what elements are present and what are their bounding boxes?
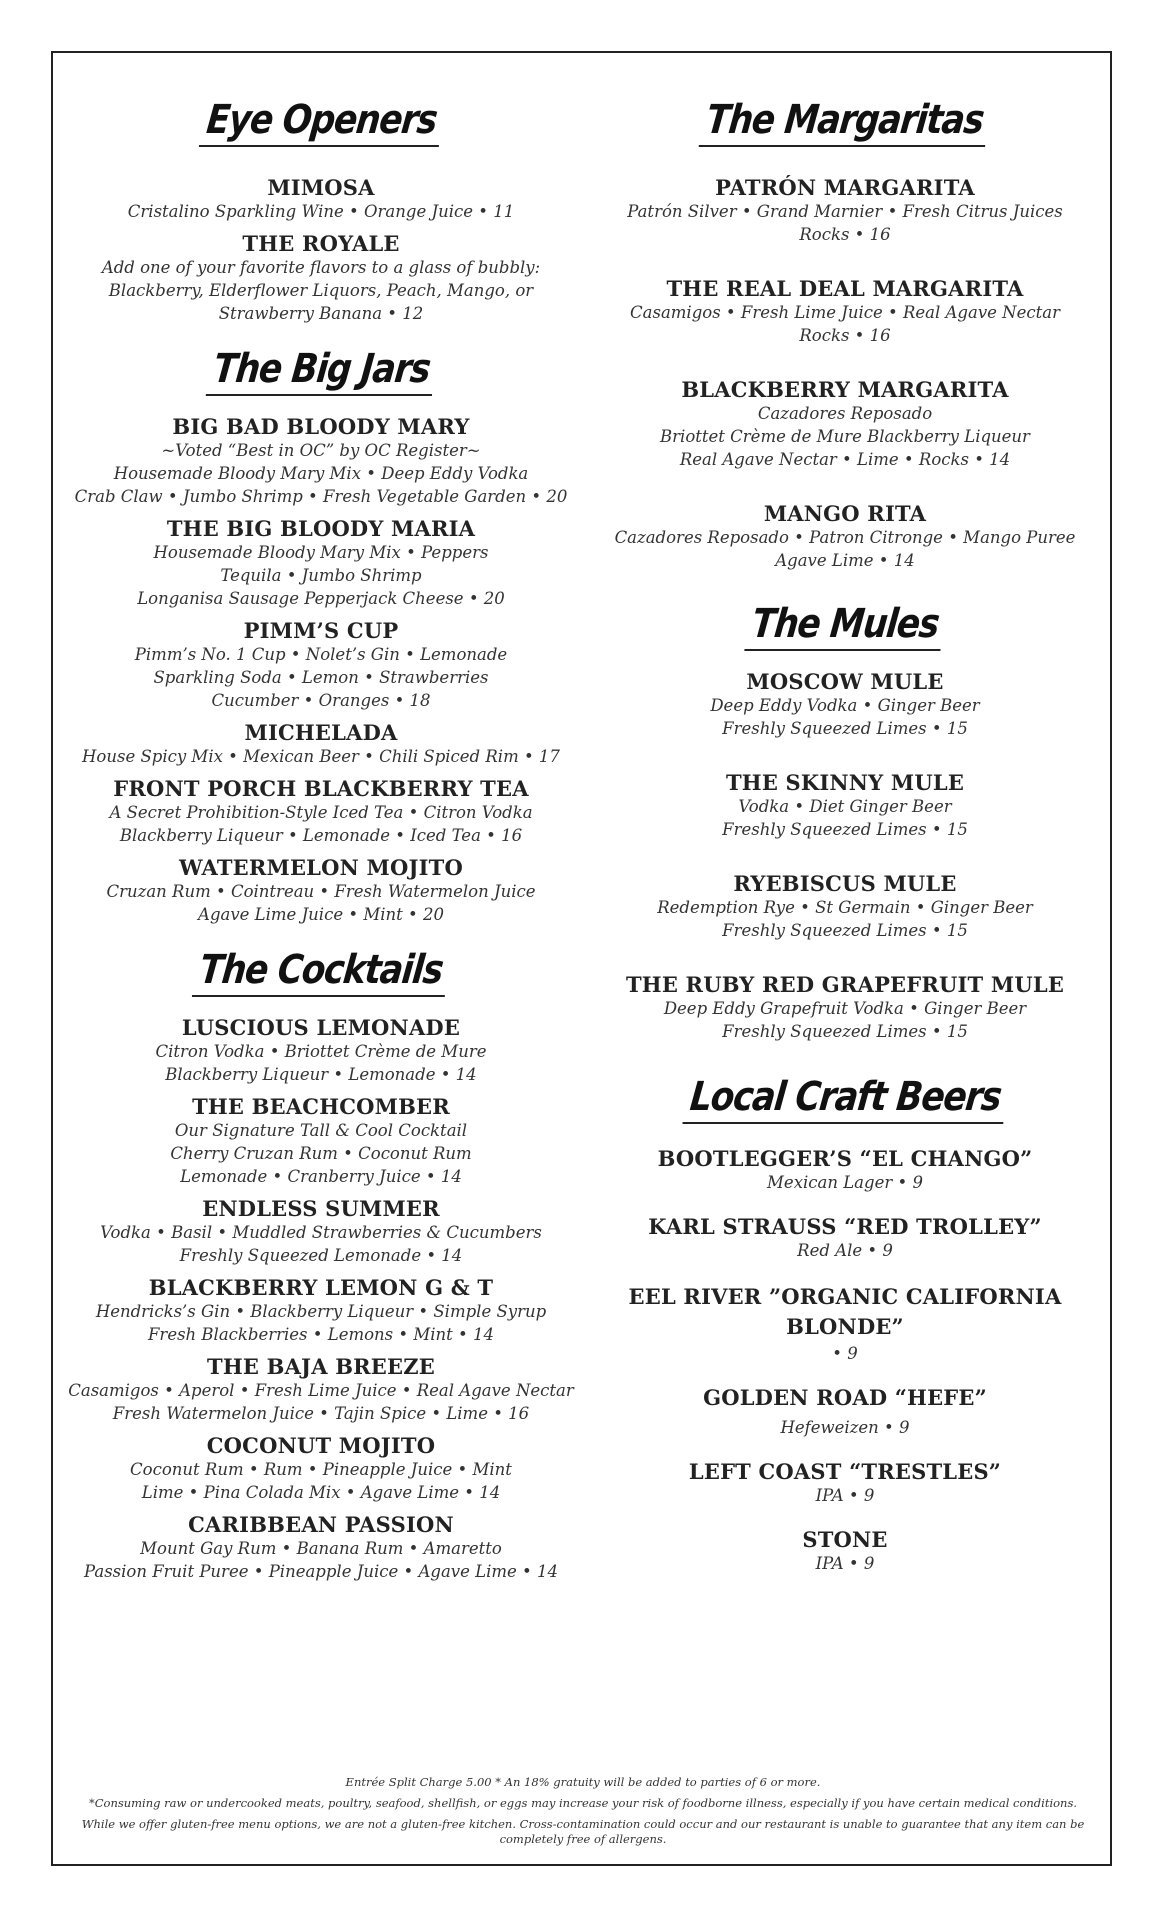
menu-item: [598, 770, 1092, 841]
item-desc: Add one of your favorite flavors to a glass of bubbly: Blackberry, Elderflower Liquors, Peach, Mango, or Strawberry Banana • 12: [101, 258, 541, 323]
menu-item: [66, 1354, 576, 1425]
menu-item: [598, 276, 1092, 347]
item-name: WATERMELON MOJITO: [179, 855, 463, 880]
section-title-beers: Local Craft Beers: [682, 1073, 1008, 1124]
menu-item: [598, 1527, 1092, 1575]
menu-item: [66, 720, 576, 768]
item-desc: Housemade Bloody Mary Mix • Peppers Tequila • Jumbo Shrimp Longanisa Sausage Pepperjack Cheese • 20: [137, 543, 505, 608]
item-name: KARL STRAUSS “RED TROLLEY”: [648, 1214, 1042, 1239]
item-name: MICHELADA: [244, 720, 398, 745]
menu-item: [598, 1282, 1092, 1365]
footer-notes: [66, 1775, 1100, 1853]
item-desc: Cruzan Rum • Cointreau • Fresh Watermelon Juice Agave Lime Juice • Mint • 20: [106, 882, 536, 924]
item-desc: Red Ale • 9: [797, 1241, 893, 1260]
item-name: COCONUT MOJITO: [206, 1433, 436, 1458]
menu-item: [598, 175, 1092, 246]
item-desc: Redemption Rye • St Germain • Ginger Beer Freshly Squeezed Limes • 15: [657, 898, 1033, 940]
menu-item: [598, 501, 1092, 572]
section-title-mules: The Mules: [744, 600, 946, 651]
menu-item: [598, 669, 1092, 740]
item-desc: Cristalino Sparkling Wine • Orange Juice • 11: [127, 202, 515, 221]
item-name: FRONT PORCH BLACKBERRY TEA: [113, 776, 529, 801]
menu-item: [66, 1433, 576, 1504]
item-desc: Cazadores Reposado • Patron Citronge • Mango Puree Agave Lime • 14: [614, 528, 1076, 570]
item-name: BLACKBERRY LEMON G & T: [148, 1275, 494, 1300]
item-name: EEL RIVER ”ORGANIC CALIFORNIA BLONDE”: [628, 1284, 1062, 1339]
item-desc: A Secret Prohibition-Style Iced Tea • Citron Vodka Blackberry Liqueur • Lemonade • Iced Tea • 16: [109, 803, 533, 845]
item-desc: Coconut Rum • Rum • Pineapple Juice • Mint Lime • Pina Colada Mix • Agave Lime • 14: [130, 1460, 512, 1502]
item-name: THE REAL DEAL MARGARITA: [666, 276, 1024, 301]
menu-item: [598, 1385, 1092, 1439]
gluten-free-disclaimer: While we offer gluten-free menu options, we are not a gluten-free kitchen. Cross-contamination could occur and our restaurant is unable to guarantee that any item can be completely free of allergens.: [81, 1817, 1085, 1846]
menu-item: [598, 1214, 1092, 1262]
item-name: MANGO RITA: [763, 501, 927, 526]
item-name: MOSCOW MULE: [746, 669, 944, 694]
item-name: STONE: [802, 1527, 888, 1552]
item-name: RYEBISCUS MULE: [733, 871, 957, 896]
menu-item: [66, 231, 576, 325]
item-desc: Casamigos • Fresh Lime Juice • Real Agave Nectar Rocks • 16: [630, 303, 1060, 345]
item-name: GOLDEN ROAD “HEFE”: [703, 1385, 987, 1410]
item-desc: ~Voted “Best in OC” by OC Register~ Housemade Bloody Mary Mix • Deep Eddy Vodka Crab Claw • Jumbo Shrimp • Fresh Vegetable Garden • 20: [74, 441, 568, 506]
menu-item: [598, 972, 1092, 1043]
item-name: BLACKBERRY MARGARITA: [681, 377, 1009, 402]
item-name: CARIBBEAN PASSION: [188, 1512, 454, 1537]
menu-item: [66, 414, 576, 508]
item-desc: IPA • 9: [815, 1486, 875, 1505]
menu-item: [66, 776, 576, 847]
item-desc: Our Signature Tall & Cool Cocktail Cherry Cruzan Rum • Coconut Rum Lemonade • Cranberry Juice • 14: [170, 1121, 472, 1186]
item-name: PIMM’S CUP: [243, 618, 399, 643]
item-desc: Casamigos • Aperol • Fresh Lime Juice • Real Agave Nectar Fresh Watermelon Juice • Tajin Spice • Lime • 16: [68, 1381, 574, 1423]
item-desc: Patrón Silver • Grand Marnier • Fresh Citrus Juices Rocks • 16: [627, 202, 1063, 244]
menu-item: [598, 1146, 1092, 1194]
menu-item: [66, 1015, 576, 1086]
item-desc: House Spicy Mix • Mexican Beer • Chili Spiced Rim • 17: [82, 747, 560, 766]
menu-item: [66, 175, 576, 223]
section-title-big-jars: The Big Jars: [205, 345, 437, 396]
item-name: THE BAJA BREEZE: [207, 1354, 435, 1379]
item-desc: Hendricks’s Gin • Blackberry Liqueur • Simple Syrup Fresh Blackberries • Lemons • Mint • 14: [95, 1302, 547, 1344]
menu-item: [66, 618, 576, 712]
menu-item: [66, 1512, 576, 1583]
section-title-margaritas: The Margaritas: [699, 96, 991, 147]
item-desc: Hefeweizen • 9: [780, 1418, 910, 1437]
menu-item: [66, 516, 576, 610]
section-title-cocktails: The Cocktails: [192, 946, 450, 997]
section-title-eye-openers: Eye Openers: [198, 96, 443, 147]
item-desc: Deep Eddy Vodka • Ginger Beer Freshly Squeezed Limes • 15: [710, 696, 980, 738]
menu-item: [598, 377, 1092, 471]
item-desc: • 9: [832, 1344, 858, 1363]
gratuity-note: Entrée Split Charge 5.00 * An 18% gratuity will be added to parties of 6 or more.: [345, 1775, 821, 1789]
item-name: BIG BAD BLOODY MARY: [172, 414, 470, 439]
item-desc: Vodka • Basil • Muddled Strawberries & Cucumbers Freshly Squeezed Lemonade • 14: [100, 1223, 542, 1265]
item-name: THE ROYALE: [242, 231, 400, 256]
right-column: [598, 96, 1092, 1575]
menu-item: [598, 871, 1092, 942]
item-name: BOOTLEGGER’S “EL CHANGO”: [657, 1146, 1033, 1171]
menu-item: [66, 1196, 576, 1267]
item-name: PATRÓN MARGARITA: [715, 175, 975, 200]
menu-item: [66, 855, 576, 926]
item-desc: Deep Eddy Grapefruit Vodka • Ginger Beer Freshly Squeezed Limes • 15: [663, 999, 1027, 1041]
item-name: LEFT COAST “TRESTLES”: [688, 1459, 1002, 1484]
menu-item: [66, 1094, 576, 1188]
left-column: [66, 96, 576, 1583]
item-desc: Mount Gay Rum • Banana Rum • Amaretto Passion Fruit Puree • Pineapple Juice • Agave Lime • 14: [84, 1539, 558, 1581]
item-name: THE BIG BLOODY MARIA: [166, 516, 476, 541]
item-desc: Citron Vodka • Briottet Crème de Mure Blackberry Liqueur • Lemonade • 14: [155, 1042, 487, 1084]
menu-item: [66, 1275, 576, 1346]
item-desc: Pimm’s No. 1 Cup • Nolet’s Gin • Lemonade Sparkling Soda • Lemon • Strawberries Cucumber • Oranges • 18: [134, 645, 508, 710]
menu-item: [598, 1459, 1092, 1507]
item-name: LUSCIOUS LEMONADE: [181, 1015, 461, 1040]
item-desc: Mexican Lager • 9: [767, 1173, 923, 1192]
food-safety-warning: *Consuming raw or undercooked meats, poultry, seafood, shellfish, or eggs may increase your risk of foodborne illness, especially if you have certain medical conditions.: [88, 1796, 1078, 1810]
item-name: THE SKINNY MULE: [725, 770, 965, 795]
item-name: MIMOSA: [267, 175, 375, 200]
item-desc: Vodka • Diet Ginger Beer Freshly Squeezed Limes • 15: [722, 797, 968, 839]
item-name: ENDLESS SUMMER: [202, 1196, 440, 1221]
item-desc: IPA • 9: [815, 1554, 875, 1573]
item-name: THE RUBY RED GRAPEFRUIT MULE: [625, 972, 1065, 997]
item-name: THE BEACHCOMBER: [192, 1094, 450, 1119]
item-desc: Cazadores Reposado Briottet Crème de Mure Blackberry Liqueur Real Agave Nectar • Lime • Rocks • 14: [660, 404, 1030, 469]
